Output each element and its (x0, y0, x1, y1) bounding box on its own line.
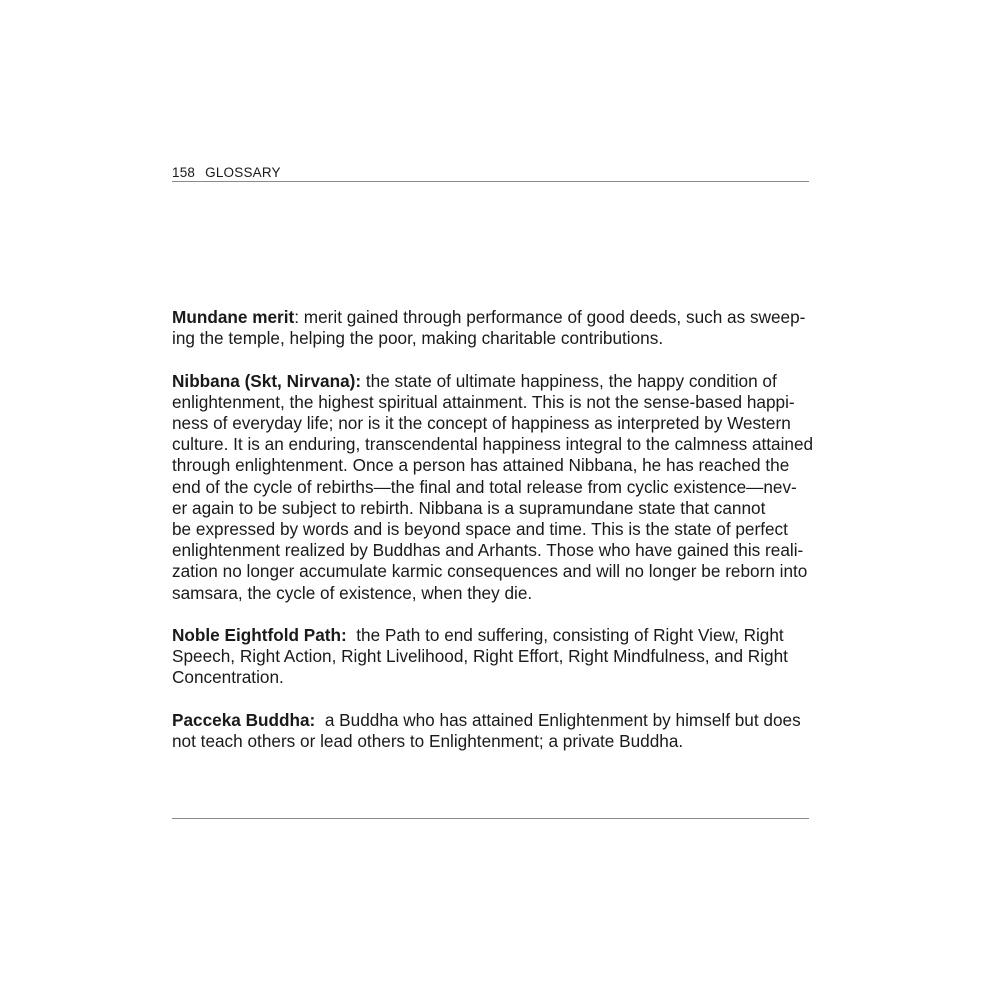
section-title: GLOSSARY (205, 165, 281, 180)
definition-line: be expressed by words and is beyond space and time. This is the state of perfect (172, 519, 788, 540)
definition-line: enlightenment, the highest spiritual attainment. This is not the sense-based happi- (172, 391, 795, 412)
definition-text: the state of ultimate happiness, the happy condition of (361, 370, 777, 391)
definition-line: ness of everyday life; nor is it the concept of happiness as interpreted by Western (172, 413, 791, 433)
definition-line: end of the cycle of rebirths—the final and total release from cyclic existence—nev- (172, 476, 797, 497)
glossary-entry-pacceka-buddha (172, 710, 812, 752)
definition-line: er again to be subject to rebirth. Nibbana is a supramundane state that cannot (172, 497, 766, 518)
definition-text: the Path to end suffering, consisting of Right View, Right (346, 625, 784, 646)
glossary-term: Pacceka Buddha: (172, 709, 316, 730)
glossary-term: Noble Eightfold Path: (172, 625, 347, 646)
glossary-entry-noble-eightfold-path (172, 625, 812, 689)
entry-line (172, 307, 812, 328)
definition-line: through enlightenment. Once a person has attained Nibbana, he has reached the (172, 455, 790, 476)
definition-line: culture. It is an enduring, transcendental happiness integral to the calmness attained (172, 434, 814, 455)
definition-text: a Buddha who has attained Enlightenment by himself but does (315, 709, 801, 730)
glossary-term: Mundane merit (172, 307, 295, 327)
glossary-entry-nibbana (172, 371, 812, 604)
definition-line: enlightenment realized by Buddhas and Arhants. Those who have gained this reali- (172, 540, 804, 561)
definition-text: : merit gained through performance of good deeds, such as sweep- (294, 307, 806, 327)
entry-line (172, 625, 812, 646)
page-number: 158 (172, 165, 196, 180)
glossary-entry-mundane-merit (172, 307, 812, 349)
glossary-body (172, 307, 812, 773)
definition-line: Concentration. (172, 667, 284, 688)
definition-line: not teach others or lead others to Enlightenment; a private Buddha. (172, 731, 684, 752)
running-header (172, 164, 809, 182)
definition-line: ing the temple, helping the poor, making charitable contributions. (172, 328, 664, 349)
bottom-divider (172, 818, 809, 819)
glossary-term: Nibbana (Skt, Nirvana): (172, 370, 362, 391)
entry-line (172, 371, 812, 392)
entry-line (172, 710, 812, 731)
definition-line: samsara, the cycle of existence, when they die. (172, 582, 533, 603)
definition-line: Speech, Right Action, Right Livelihood, Right Effort, Right Mindfulness, and Right (172, 646, 788, 667)
definition-line: zation no longer accumulate karmic consequences and will no longer be reborn into (172, 561, 808, 582)
